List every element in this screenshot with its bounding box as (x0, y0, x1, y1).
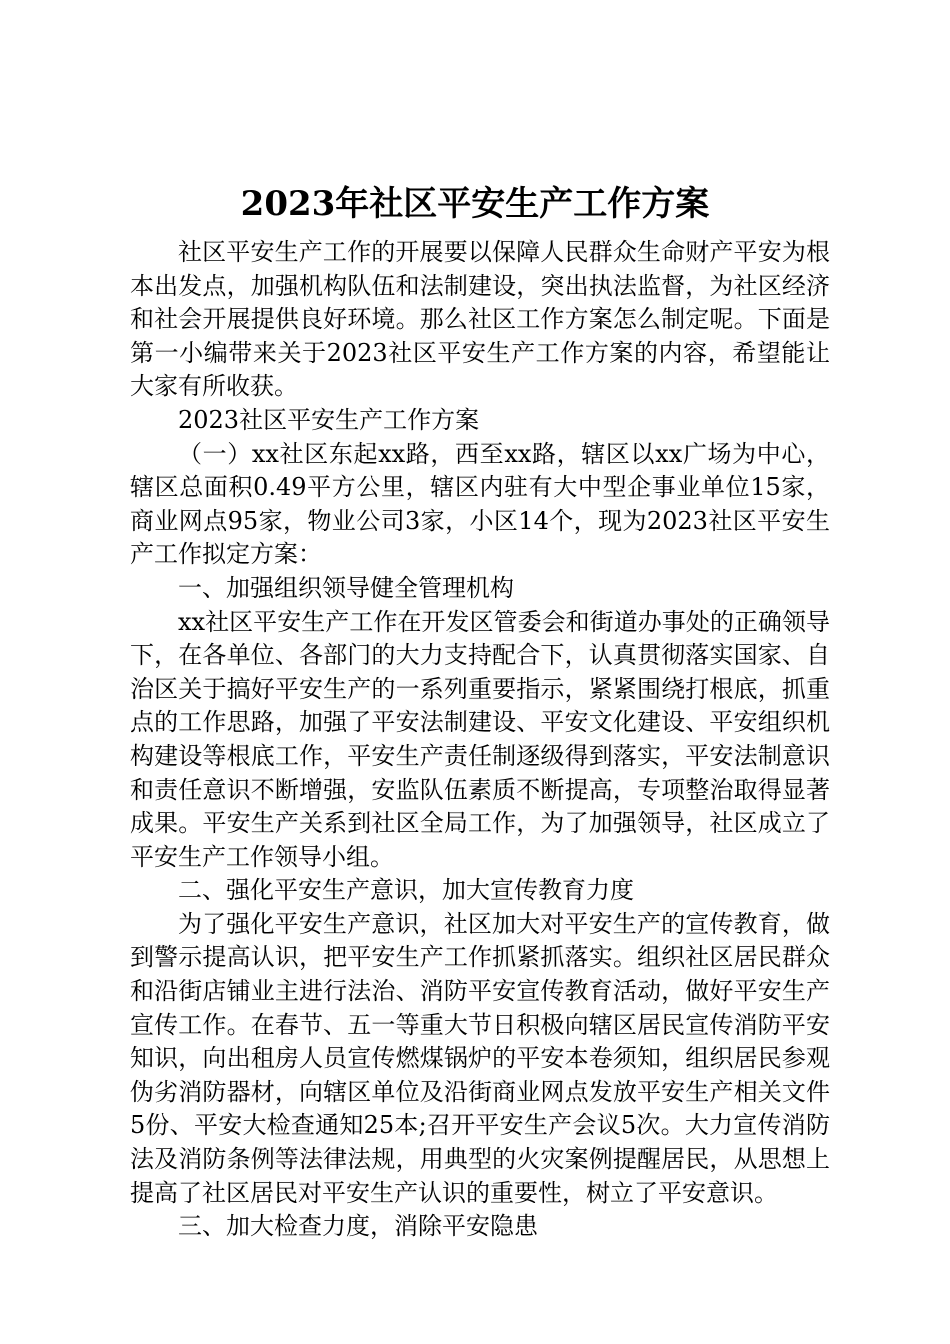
paragraph-overview: （一）xx社区东起xx路，西至xx路，辖区以xx广场为中心，辖区总面积0.49平方公里，辖区内驻有大中型企事业单位15家，商业网点95家，物业公司3家，小区14个，现为2023社区平安生产工作拟定方案： (130, 439, 830, 569)
document-body (130, 236, 830, 1244)
paragraph-intro: 社区平安生产工作的开展要以保障人民群众生命财产平安为根本出发点，加强机构队伍和法制建设，突出执法监督，为社区经济和社会开展提供良好环境。那么社区工作方案怎么制定呢。下面是第一小编带来关于2023社区平安生产工作方案的内容，希望能让大家有所收获。 (130, 238, 830, 401)
paragraph-section-1: xx社区平安生产工作在开发区管委会和街道办事处的正确领导下，在各单位、各部门的大力支持配合下，认真贯彻落实国家、自治区关于搞好平安生产的一系列重要指示，紧紧围绕打根底，抓重点的工作思路，加强了平安法制建设、平安文化建设、平安组织机构建设等根底工作，平安生产责任制逐级得到落实，平安法制意识和责任意识不断增强，安监队伍素质不断提高，专项整治取得显著成果。平安生产关系到社区全局工作，为了加强领导，社区成立了平安生产工作领导小组。 (130, 607, 830, 871)
section-heading-1: 一、加强组织领导健全管理机构 (178, 573, 514, 602)
paragraph-section-2: 为了强化平安生产意识，社区加大对平安生产的宣传教育，做到警示提高认识，把平安生产工作抓紧抓落实。组织社区居民群众和沿街店铺业主进行法治、消防平安宣传教育活动，做好平安生产宣传工作。在春节、五一等重大节日积极向辖区居民宣传消防平安知识，向出租房人员宣传燃煤锅炉的平安本卷须知，组织居民参观伪劣消防器材，向辖区单位及沿街商业网点发放平安生产相关文件5份、平安大检查通知25本;召开平安生产会议5次。大力宣传消防法及消防条例等法律法规，用典型的火灾案例提醒居民，从思想上提高了社区居民对平安生产认识的重要性，树立了平安意识。 (130, 909, 830, 1207)
paragraph-subtitle: 2023社区平安生产工作方案 (178, 405, 480, 434)
document-title: 2023年社区平安生产工作方案 (240, 184, 710, 224)
section-heading-3: 三、加大检查力度，消除平安隐患 (178, 1212, 538, 1241)
section-heading-2: 二、强化平安生产意识，加大宣传教育力度 (178, 876, 634, 905)
